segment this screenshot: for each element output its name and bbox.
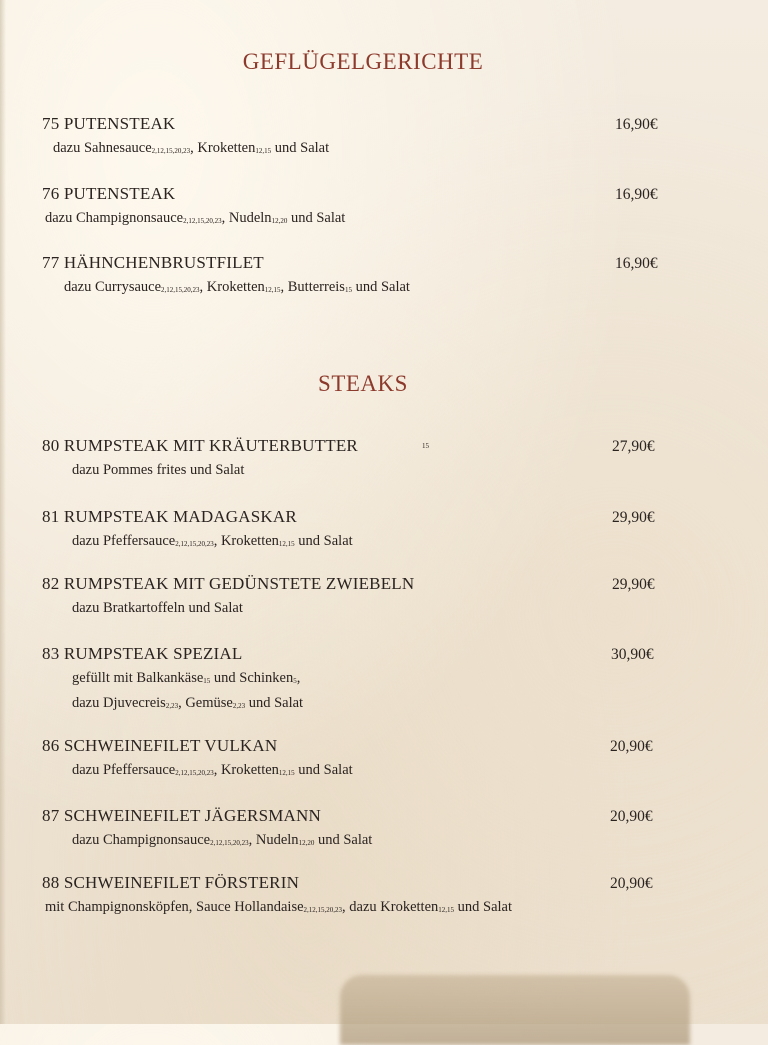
allergen-codes: 2,12,15,20,23: [175, 540, 214, 548]
allergen-codes: 2,12,15,20,23: [175, 769, 214, 777]
allergen-codes: 2,12,15,20,23: [303, 906, 343, 914]
section-title-gefluegel: GEFLÜGELGERICHTE: [242, 49, 484, 74]
item-price: 20,90€: [610, 875, 653, 892]
description-text: dazu Pfeffersauce: [72, 533, 176, 549]
description-text: dazu Pommes frites und Salat: [72, 462, 245, 478]
item-description: [42, 897, 682, 920]
item-title: 83 RUMPSTEAK SPEZIAL: [42, 644, 243, 663]
allergen-codes: 2,23: [232, 702, 246, 710]
description-text: gefüllt mit Balkankäse: [72, 670, 204, 686]
description-text: , Gemüse: [178, 695, 233, 711]
item-description: [42, 208, 682, 231]
item-description: [42, 460, 682, 480]
allergen-codes: 2,23: [165, 702, 179, 710]
allergen-note: 15: [422, 442, 429, 450]
allergen-codes: 5: [293, 677, 297, 685]
description-text: , Butterreis: [280, 279, 345, 295]
allergen-codes: 2,12,15,20,23: [161, 286, 200, 294]
menu-item-81: [42, 507, 682, 554]
item-price: 30,90€: [611, 646, 654, 663]
item-description: [42, 760, 682, 783]
item-price: 16,90€: [615, 116, 658, 133]
menu-item-88: [42, 873, 682, 920]
description-text: dazu Champignonsauce: [72, 832, 211, 848]
item-title: 76 PUTENSTEAK: [42, 184, 176, 203]
allergen-codes: 2,12,15,20,23: [210, 839, 249, 847]
item-title: 81 RUMPSTEAK MADAGASKAR: [42, 507, 297, 526]
description-text: dazu Bratkartoffeln und Salat: [72, 600, 243, 616]
description-text: , Kroketten: [213, 762, 279, 778]
description-text: , Nudeln: [221, 210, 272, 226]
allergen-codes: 2,12,15,20,23: [151, 147, 191, 155]
item-price: 20,90€: [610, 738, 653, 755]
description-text: dazu Currysauce: [64, 279, 162, 295]
item-price: 16,90€: [615, 186, 658, 203]
description-text: und Salat: [454, 899, 513, 915]
description-text: dazu Djuvecreis: [72, 695, 166, 711]
section-title-steaks: STEAKS: [318, 371, 408, 396]
item-price: 29,90€: [612, 509, 655, 526]
menu-item-87: [42, 806, 682, 853]
item-description: [42, 277, 682, 300]
description-text: und Schinken: [210, 670, 294, 686]
description-text: und Salat: [271, 140, 330, 156]
description-text: und Salat: [287, 210, 346, 226]
description-text: dazu Champignonsauce: [45, 210, 184, 226]
allergen-codes: 15: [344, 286, 352, 294]
menu-item-77: [42, 253, 682, 300]
description-text: , dazu Kroketten: [342, 899, 439, 915]
allergen-codes: 12,20: [271, 217, 288, 225]
description-text: ,: [296, 670, 301, 686]
description-text: und Salat: [245, 695, 304, 711]
allergen-codes: 12,15: [438, 906, 455, 914]
item-description: [42, 598, 682, 618]
description-text: und Salat: [294, 533, 353, 549]
description-text: , Kroketten: [199, 279, 265, 295]
description-text: dazu Pfeffersauce: [72, 762, 176, 778]
description-text: und Salat: [294, 762, 353, 778]
item-title: 87 SCHWEINEFILET JÄGERSMANN: [42, 806, 321, 825]
item-price: 29,90€: [612, 576, 655, 593]
allergen-codes: 12,15: [278, 540, 295, 548]
description-text: , Kroketten: [190, 140, 256, 156]
description-text: mit Champignonsköpfen, Sauce Hollandaise: [45, 899, 304, 915]
menu-item-82: [42, 574, 682, 618]
menu-item-80: [42, 436, 682, 480]
allergen-codes: 12,15: [255, 147, 272, 155]
item-title: 86 SCHWEINEFILET VULKAN: [42, 736, 278, 755]
allergen-codes: 12,20: [298, 839, 315, 847]
item-description: [42, 830, 682, 853]
item-title: 75 PUTENSTEAK: [42, 114, 176, 133]
description-text: und Salat: [314, 832, 373, 848]
menu-item-76: [42, 184, 682, 231]
allergen-codes: 12,15: [278, 769, 295, 777]
item-title: 82 RUMPSTEAK MIT GEDÜNSTETE ZWIEBELN: [42, 574, 415, 593]
allergen-codes: 15: [203, 677, 211, 685]
description-text: dazu Sahnesauce: [53, 140, 152, 156]
menu-item-86: [42, 736, 682, 783]
bottom-shadow: [340, 975, 690, 1045]
item-price: 16,90€: [615, 255, 658, 272]
item-title: 77 HÄHNCHENBRUSTFILET: [42, 253, 264, 272]
item-title: 80 RUMPSTEAK MIT KRÄUTERBUTTER: [42, 436, 358, 455]
page-edge-shadow: [0, 0, 6, 1024]
item-description-line-1: [42, 668, 682, 691]
item-title: 88 SCHWEINEFILET FÖRSTERIN: [42, 873, 300, 892]
description-text: und Salat: [351, 279, 410, 295]
item-description: [42, 138, 682, 161]
item-description: [42, 531, 682, 554]
item-price: 27,90€: [612, 438, 655, 455]
description-text: , Kroketten: [213, 533, 279, 549]
menu-item-83: [42, 644, 682, 716]
allergen-codes: 2,12,15,20,23: [183, 217, 222, 225]
allergen-codes: 12,15: [264, 286, 281, 294]
item-price: 20,90€: [610, 808, 653, 825]
menu-item-75: [42, 114, 682, 161]
description-text: , Nudeln: [248, 832, 299, 848]
item-description-line-2: [42, 693, 682, 716]
